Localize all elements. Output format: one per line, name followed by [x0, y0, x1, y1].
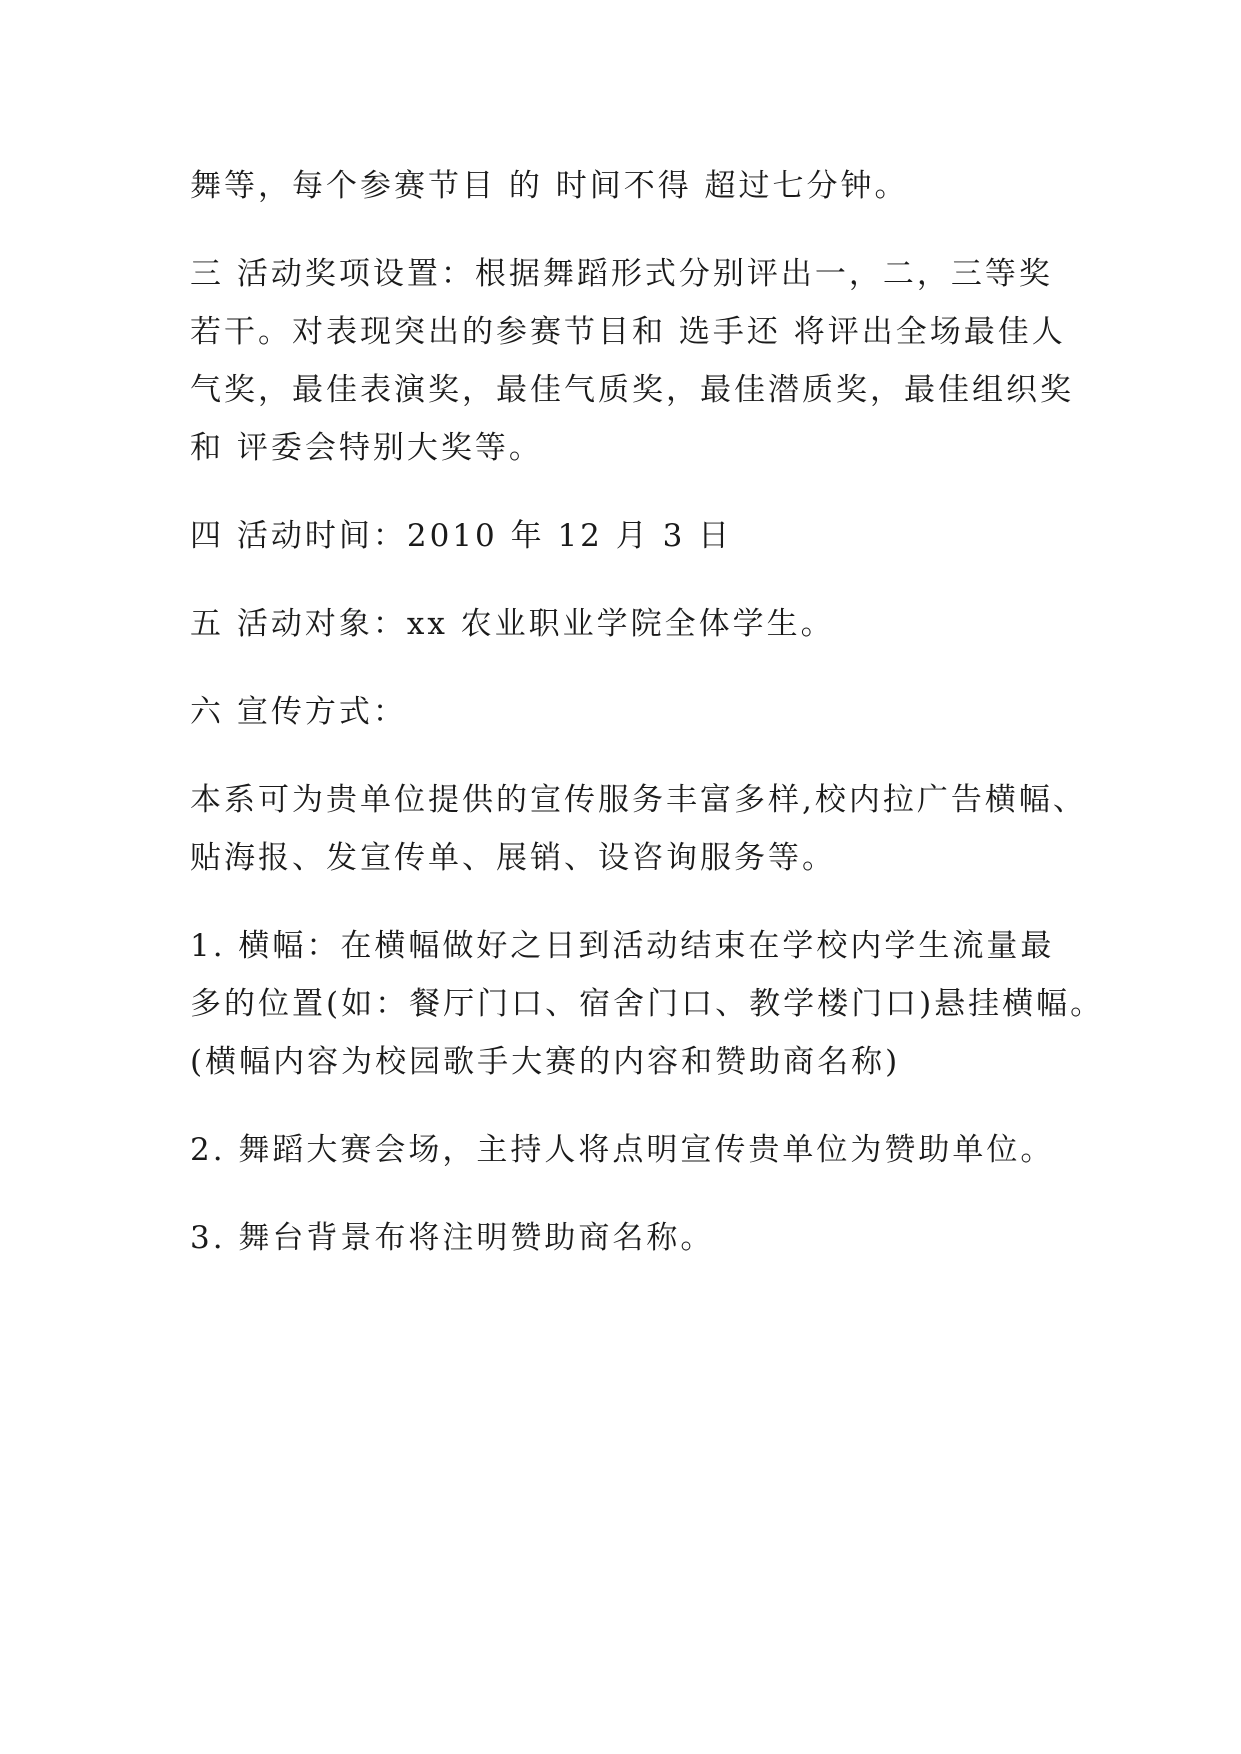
text-line: 四 活动时间：2010 年 12 月 3 日	[190, 518, 733, 554]
text-line: 多的位置(如：餐厅门口、宿舍门口、教学楼门口)悬挂横幅。	[190, 986, 1105, 1022]
text-line: 1. 横幅：在横幅做好之日到活动结束在学校内学生流量最	[190, 928, 1055, 964]
text-line: 和 评委会特别大奖等。	[190, 430, 543, 466]
text-line: 三 活动奖项设置：根据舞蹈形式分别评出一，二，三等奖	[190, 256, 1053, 292]
text-line: 舞等，每个参赛节目 的 时间不得 超过七分钟。	[190, 168, 909, 204]
text-line: 本系可为贵单位提供的宣传服务丰富多样,校内拉广告横幅、	[190, 782, 1087, 818]
text-line: 气奖，最佳表演奖，最佳气质奖，最佳潜质奖，最佳组织奖	[190, 372, 1074, 408]
text-line: 若干。对表现突出的参赛节目和 选手还 将评出全场最佳人	[190, 314, 1066, 350]
text-line: 2. 舞蹈大赛会场，主持人将点明宣传贵单位为赞助单位。	[190, 1132, 1055, 1168]
text-line: 五 活动对象：xx 农业职业学院全体学生。	[190, 606, 835, 642]
text-line: 六 宣传方式：	[190, 694, 407, 730]
text-line: (横幅内容为校园歌手大赛的内容和赞助商名称)	[190, 1044, 901, 1080]
text-line: 3. 舞台背景布将注明赞助商名称。	[190, 1220, 715, 1256]
text-line: 贴海报、发宣传单、展销、设咨询服务等。	[190, 840, 836, 876]
